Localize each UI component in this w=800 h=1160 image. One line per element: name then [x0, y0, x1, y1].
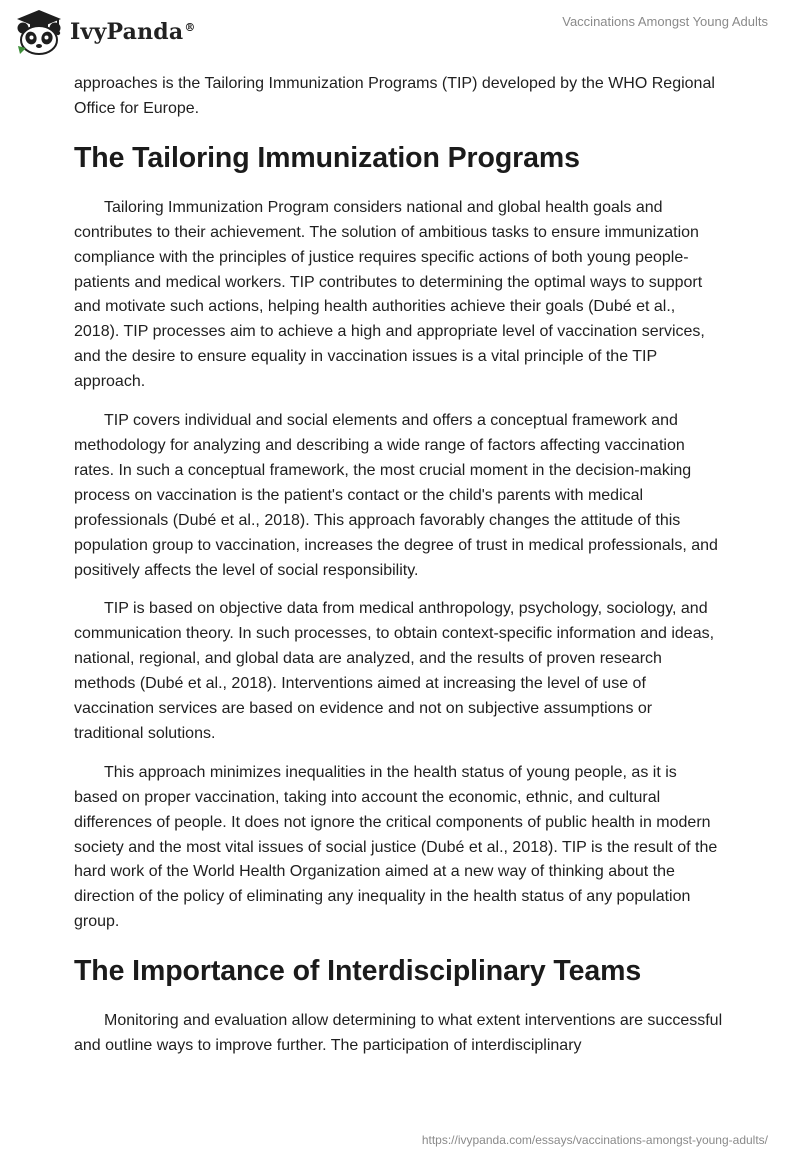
- body-paragraph: Monitoring and evaluation allow determining to what extent interventions are successful and outline ways to improve further. The participation of interdisciplinary: [74, 1012, 723, 1055]
- registered-mark: ®: [184, 20, 196, 34]
- section-heading-interdisciplinary: The Importance of Interdisciplinary Teams: [74, 955, 642, 988]
- brand-name-text: IvyPanda: [70, 19, 184, 45]
- brand-logo[interactable]: [14, 8, 196, 56]
- brand-name: [70, 19, 196, 45]
- section-heading-tailoring: The Tailoring Immunization Programs: [74, 141, 580, 174]
- panda-graduate-icon: [14, 8, 64, 56]
- intro-paragraph: approaches is the Tailoring Immunization Programs (TIP) developed by the WHO Regional Office for Europe.: [74, 75, 715, 117]
- body-paragraph: TIP is based on objective data from medical anthropology, psychology, sociology, and communication theory. In such processes, to obtain context-specific information and ideas, national, regional, and global data are analyzed, and the results of proven research methods (Dubé et al., 2018). Interventions aimed at increasing the level of use of vaccination services are based on evidence and not on subjective assumptions or traditional solutions.: [74, 600, 715, 742]
- essay-content: [74, 72, 724, 1073]
- body-paragraph: This approach minimizes inequalities in the health status of young people, as it is based on proper vaccination, taking into account the economic, ethnic, and cultural differences of people. It does not ignore the critical components of public health in modern society and the most vital issues of social justice (Dubé et al., 2018). TIP is the result of the hard work of the World Health Organization aimed at a new way of thinking about the direction of the policy of eliminating any inequality in the health status of any population group.: [74, 763, 718, 931]
- body-paragraph: Tailoring Immunization Program considers national and global health goals and contributes to their achievement. The solution of ambitious tasks to ensure immunization compliance with the principles of justice requires specific actions of both young people-patients and medical workers. TIP contributes to determining the optimal ways to support and motivate such actions, helping health authorities achieve their goals (Dubé et al., 2018). TIP processes aim to achieve a high and appropriate level of vaccination services, and the desire to ensure equality in vaccination issues is a vital principle of the TIP approach.: [74, 198, 705, 391]
- body-paragraph: TIP covers individual and social elements and offers a conceptual framework and methodology for analyzing and describing a wide range of factors affecting vaccination rates. In such a conceptual framework, the most crucial moment in the decision-making process on vaccination is the patient's contact or the child's parents with medical professionals (Dubé et al., 2018). This approach favorably changes the attitude of this population group to vaccination, increases the degree of trust in medical professionals, and positively affects the level of social responsibility.: [74, 412, 718, 579]
- document-title: Vaccinations Amongst Young Adults: [562, 14, 768, 29]
- source-url[interactable]: https://ivypanda.com/essays/vaccinations-amongst-young-adults/: [421, 1133, 768, 1147]
- page-header: [0, 0, 800, 62]
